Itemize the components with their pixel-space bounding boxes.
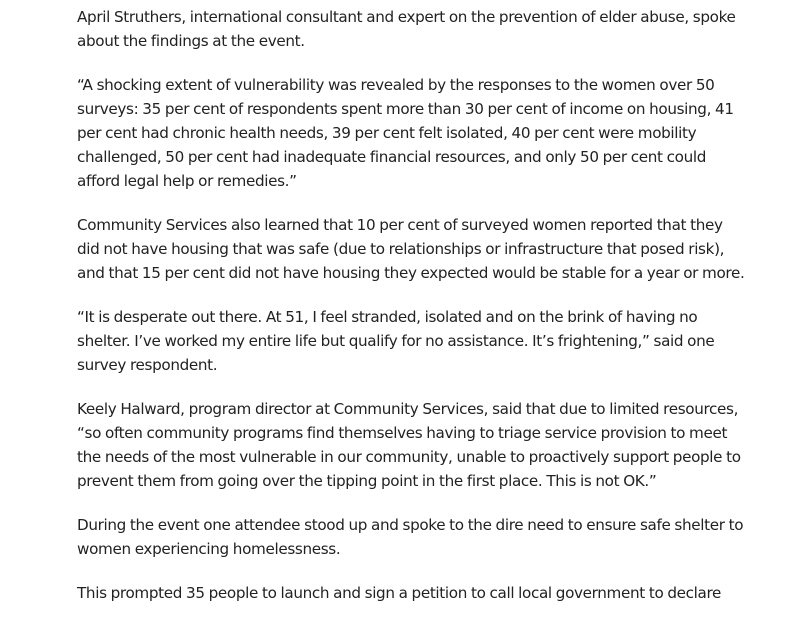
paragraph-keely-halward: Keely Halward, program director at Community Services, said that due to limited resources, “so often community programs find themselves having to triage service provision to meet the needs of the most vulnerable in our community, unable to proactively support people to prevent them from going over the tipping point in the first place. This is not OK.” (77, 400, 741, 490)
paragraph-community-services-findings: Community Services also learned that 10 per cent of surveyed women reported that they did not have housing that was safe (due to relationships or infrastructure that posed risk), and that 15 per cent did not have housing they expected would be stable for a year or more. (77, 216, 745, 282)
article-body (77, 5, 745, 625)
paragraph-survey-quote: “A shocking extent of vulnerability was revealed by the responses to the women over 50 surveys: 35 per cent of respondents spent more than 30 per cent of income on housing, 41 per cent had chronic health needs, 39 per cent felt isolated, 40 per cent were mobility challenged, 50 per cent had inadequate financial resources, and only 50 per cent could afford legal help or remedies.” (77, 76, 734, 190)
paragraph-respondent-quote: “It is desperate out there. At 51, I feel stranded, isolated and on the brink of having no shelter. I’ve worked my entire life but qualify for no assistance. It’s frightening,” said one survey respondent. (77, 308, 715, 374)
paragraph-april-struthers: April Struthers, international consultant and expert on the prevention of elder abuse, spoke about the findings at the event. (77, 8, 736, 50)
paragraph-petition: This prompted 35 people to launch and sign a petition to call local government to declare (77, 584, 722, 602)
paragraph-attendee: During the event one attendee stood up and spoke to the dire need to ensure safe shelter to women experiencing homelessness. (77, 516, 744, 558)
